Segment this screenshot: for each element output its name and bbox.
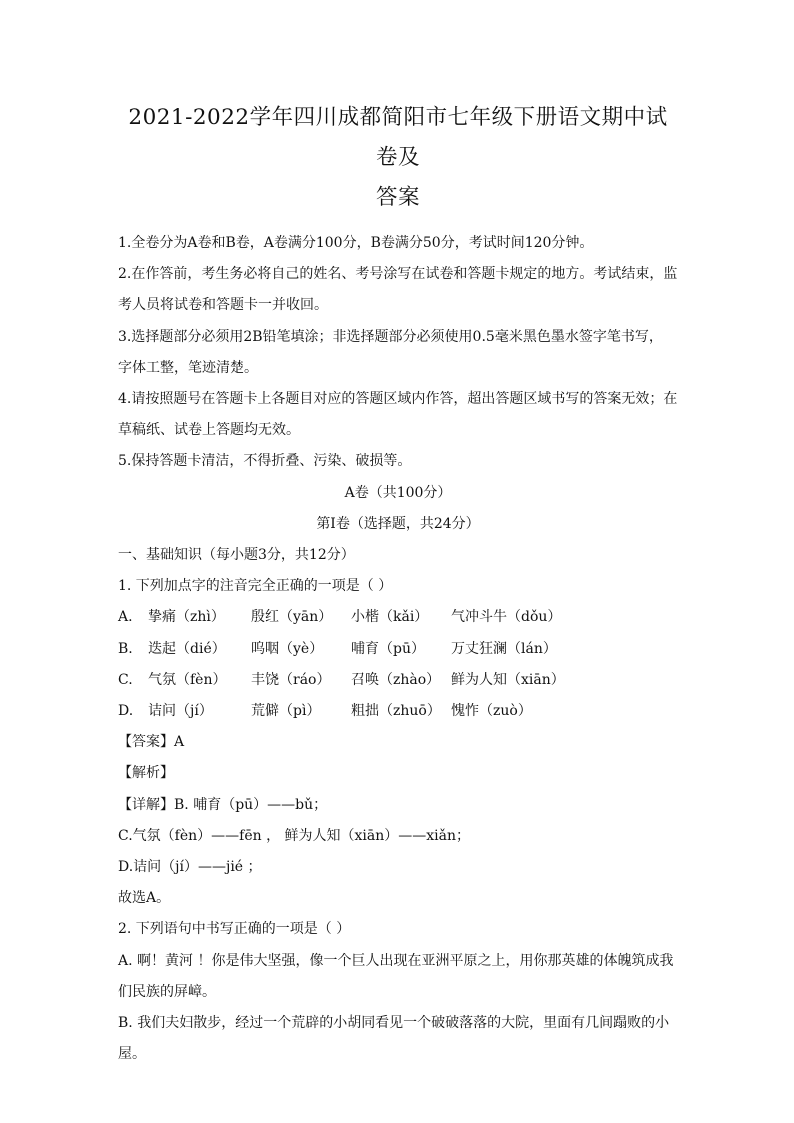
question-line: 们民族的屏嶂。	[118, 983, 216, 1000]
detail-line: D.诘问（jí）——jié ；	[118, 859, 262, 876]
detail-line: 【详解】B. 哺育（pū）——bǔ；	[118, 796, 328, 813]
analysis-label: 【解析】	[118, 765, 174, 782]
option-row-d	[118, 696, 678, 727]
instruction-line: 5.保持答题卡清洁，不得折叠、污染、破损等。	[118, 453, 412, 470]
option-item: 小楷（kǎi）	[351, 609, 429, 626]
question-1	[118, 571, 678, 914]
option-item: 迭起（dié）	[148, 640, 226, 657]
option-item: 丰饶（ráo）	[251, 671, 331, 688]
instruction-line: 3.选择题部分必须用2B铅笔填涂；非选择题部分必须使用0.5毫米黑色墨水签字笔书写，	[118, 328, 663, 345]
option-label: C.	[118, 671, 133, 688]
instruction-line: 2.在作答前，考生务必将自己的姓名、考号涂写在试卷和答题卡规定的地方。考试结束，监	[118, 266, 678, 283]
question-line: 屋。	[118, 1046, 146, 1063]
title-line-1: 2021-2022学年四川成都简阳市七年级下册语文期中试卷及	[128, 105, 668, 170]
option-label: A.	[118, 609, 133, 626]
option-item: 气氛（fèn）	[148, 671, 227, 688]
option-label: D.	[118, 703, 134, 720]
section-part1-heading: 第Ⅰ卷（选择题，共24分）	[316, 515, 480, 532]
option-item: 粗拙（zhuō）	[351, 703, 441, 720]
option-item: 挚痛（zhì）	[148, 609, 225, 626]
instruction-line: 考人员将试卷和答题卡一并收回。	[118, 297, 328, 314]
document-title	[118, 98, 678, 218]
option-item: 荒僻（pì）	[251, 703, 321, 720]
title-line-2: 答案	[375, 185, 420, 210]
section-one-heading: 一、基础知识（每小题3分，共12分）	[118, 547, 355, 564]
question-line: A. 啊！黄河 ！你是伟大坚强，像一个巨人出现在亚洲平原之上，用你那英雄的体魄筑成我	[118, 952, 674, 969]
instruction-line: 字体工整，笔迹清楚。	[118, 359, 258, 376]
option-item: 哺育（pū）	[351, 640, 425, 657]
question-stem: 1. 下列加点字的注音完全正确的一项是（ ）	[118, 578, 393, 595]
option-row-a	[118, 602, 678, 633]
instruction-line: 1.全卷分为A卷和B卷，A卷满分100分，B卷满分50分，考试时间120分钟。	[118, 235, 594, 251]
question-2	[118, 914, 678, 1070]
option-item: 气冲斗牛（dǒu）	[451, 609, 562, 626]
option-item: 万丈狂澜（lán）	[451, 640, 557, 657]
option-item: 呜咽（yè）	[251, 640, 324, 657]
option-row-b	[118, 634, 678, 665]
option-item: 鲜为人知（xiān）	[451, 671, 565, 688]
option-row-c	[118, 665, 678, 696]
option-item: 召唤（zhào）	[351, 671, 441, 688]
option-item: 殷红（yān）	[251, 609, 333, 626]
instructions	[118, 228, 678, 478]
option-item: 愧怍（zuò）	[451, 703, 532, 720]
option-label: B.	[118, 640, 133, 657]
instruction-line: 草稿纸、试卷上答题均无效。	[118, 422, 300, 439]
section-a-heading: A卷（共100分）	[344, 484, 452, 501]
option-item: 诘问（jí）	[148, 703, 213, 720]
answer-line: 【答案】A	[118, 734, 185, 751]
instruction-line: 4.请按照题号在答题卡上各题目对应的答题区域内作答，超出答题区域书写的答案无效；在	[118, 391, 678, 408]
detail-line: C.气氛（fèn）——fēn ， 鲜为人知（xiān）——xiǎn；	[118, 827, 471, 844]
question-line: B. 我们夫妇散步，经过一个荒辟的小胡同看见一个破破落落的大院，里面有几间蹋败的小	[118, 1015, 670, 1032]
question-stem: 2. 下列语句中书写正确的一项是（ ）	[118, 921, 351, 938]
detail-line: 故选A。	[118, 890, 171, 907]
